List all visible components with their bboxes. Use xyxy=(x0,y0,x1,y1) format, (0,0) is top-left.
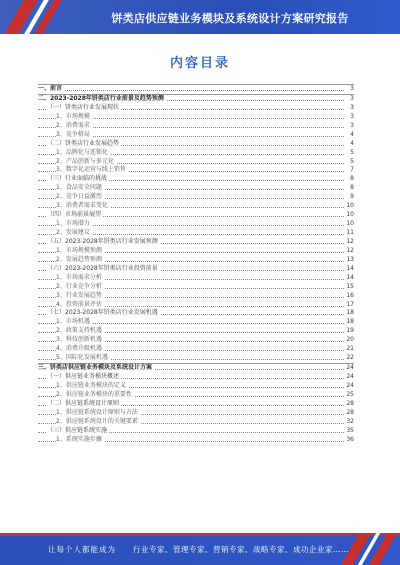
toc-entry[interactable] xyxy=(38,184,354,193)
toc-entry[interactable] xyxy=(38,193,354,202)
toc-entry[interactable] xyxy=(38,382,354,391)
toc-entry-page: 18 xyxy=(346,318,354,326)
toc-entry-page: 24 xyxy=(346,364,354,372)
toc-entry-label: （七）2023-2028年饼类店行业发展机遇 xyxy=(47,309,158,317)
toc-entry-page: 5 xyxy=(350,157,354,165)
toc-entry[interactable] xyxy=(38,318,354,327)
toc-entry[interactable] xyxy=(38,256,354,265)
toc-entry-page: 10 xyxy=(346,202,354,210)
toc-entry-page: 3 xyxy=(350,112,354,120)
toc-entry-label: 2、供应链业务模块的重要性 xyxy=(56,390,132,398)
toc-entry-page: 10 xyxy=(346,211,354,219)
toc-entry-label: 2、竞争日益激烈 xyxy=(56,193,102,201)
toc-entry-label: 1、系统实施步骤 xyxy=(56,435,102,443)
toc-entry-label: 2、政策支持机遇 xyxy=(56,327,102,335)
toc-entry[interactable] xyxy=(38,354,354,363)
toc-entry-label: 3、数字化运营与线上销售 xyxy=(56,166,126,174)
toc-entry-page: 14 xyxy=(346,273,354,281)
toc-entry[interactable] xyxy=(38,131,354,140)
toc-entry-label: 4、投资前景评估 xyxy=(56,300,102,308)
toc-entry-page: 19 xyxy=(346,327,354,335)
toc-entry-page: 22 xyxy=(346,354,354,362)
toc-entry-label: 2、产品创新与多元化 xyxy=(56,157,114,165)
toc-entry-page: 24 xyxy=(346,381,354,389)
toc-entry-page: 17 xyxy=(346,300,354,308)
footer-red-bar xyxy=(0,533,400,536)
toc-entry[interactable] xyxy=(38,122,354,131)
toc-entry[interactable] xyxy=(38,373,354,382)
toc-entry[interactable] xyxy=(38,265,354,274)
toc-entry-page: 7 xyxy=(350,166,354,174)
toc-entry[interactable] xyxy=(38,409,354,418)
toc-entry-label: 二、2023-2028年饼类店行业前景及趋势预测 xyxy=(38,94,164,102)
toc-entry-label: 5、国际化发展机遇 xyxy=(56,354,108,362)
toc-entry[interactable] xyxy=(38,400,354,409)
toc-entry-page: 12 xyxy=(346,246,354,254)
toc-entry-label: 2、行业竞争分析 xyxy=(56,282,102,290)
toc-entry-label: 1、市场需求分析 xyxy=(56,273,102,281)
toc-entry-label: 3、消费者需求变化 xyxy=(56,202,108,210)
toc-entry[interactable] xyxy=(38,211,354,220)
toc-entry[interactable] xyxy=(38,149,354,158)
toc-entry-page: 5 xyxy=(350,148,354,156)
toc-entry-label: 2、发展建议 xyxy=(56,229,90,236)
toc-entry-label: 三、饼类店供应链业务模块及系统设计方案 xyxy=(38,364,153,372)
toc-entry-page: 16 xyxy=(346,291,354,299)
toc-entry-page: 8 xyxy=(350,175,354,183)
toc-entry-page: 8 xyxy=(350,184,354,192)
toc-entry[interactable] xyxy=(38,175,354,184)
toc-entry-page: 20 xyxy=(346,336,354,344)
toc-entry[interactable] xyxy=(38,363,354,373)
toc-entry-page: 28 xyxy=(346,399,354,407)
toc-entry-label: （二）供应链系统设计原则 xyxy=(47,399,120,407)
toc-entry-page: 35 xyxy=(346,426,354,434)
toc-entry[interactable] xyxy=(38,113,354,122)
toc-entry-label: 1、市场规模预测 xyxy=(56,246,102,254)
toc-entry-label: 2、消费需求 xyxy=(56,121,90,129)
toc-entry-label: （三）行业面临的挑战 xyxy=(47,175,108,183)
toc-entry-label: （三）供应链系统实施 xyxy=(47,426,108,434)
footer-band xyxy=(0,533,400,565)
toc-entry-page: 4 xyxy=(350,139,354,147)
table-of-contents xyxy=(38,84,354,445)
toc-entry[interactable] xyxy=(38,247,354,256)
toc-entry-page: 11 xyxy=(346,229,354,236)
toc-entry[interactable] xyxy=(38,436,354,445)
dot-leader xyxy=(38,90,344,91)
toc-entry-page: 12 xyxy=(346,237,354,245)
toc-entry-label: （一）饼类店行业发展现状 xyxy=(47,103,120,111)
toc-entry-page: 3 xyxy=(350,103,354,111)
toc-entry[interactable] xyxy=(38,238,354,247)
toc-entry-page: 3 xyxy=(350,85,354,92)
toc-entry-page: 18 xyxy=(346,309,354,317)
toc-entry-label: 1、品牌化与连锁化 xyxy=(56,148,108,156)
toc-heading: 内容目录 xyxy=(169,56,230,71)
toc-entry-page: 4 xyxy=(350,130,354,138)
toc-entry[interactable] xyxy=(38,336,354,345)
toc-entry-label: 1、食品安全问题 xyxy=(56,184,102,192)
toc-entry-label: 1、市场机遇 xyxy=(56,318,90,326)
toc-entry-label: 2、供应链系统设计的关键要素 xyxy=(56,417,138,425)
toc-entry-label: （六）2023-2028年饼类店行业投资前景 xyxy=(47,264,158,272)
toc-entry-page: 15 xyxy=(346,282,354,290)
toc-entry[interactable] xyxy=(38,220,354,229)
toc-entry-label: 3、竞争格局 xyxy=(56,130,90,138)
toc-entry-page: 25 xyxy=(346,390,354,398)
toc-entry[interactable] xyxy=(38,345,354,354)
header-band xyxy=(0,0,400,34)
toc-entry[interactable] xyxy=(38,94,354,104)
toc-entry[interactable] xyxy=(38,283,354,292)
toc-entry-page: 3 xyxy=(350,121,354,129)
toc-entry-label: 3、科技创新机遇 xyxy=(56,336,102,344)
toc-entry-page: 21 xyxy=(346,345,354,353)
toc-entry-label: 3、行业发展趋势 xyxy=(56,291,102,299)
toc-entry-page: 32 xyxy=(346,417,354,425)
toc-entry[interactable] xyxy=(38,202,354,211)
toc-entry-label: （五）2023-2028年饼类店行业发展预测 xyxy=(47,237,158,245)
toc-entry[interactable] xyxy=(38,418,354,427)
footer-slogan-right: 行业专家、管理专家、营销专家、战略专家、成功企业家…… xyxy=(133,545,349,554)
toc-entry-page: 14 xyxy=(346,264,354,272)
toc-entry-page: 28 xyxy=(346,408,354,416)
toc-entry[interactable] xyxy=(38,292,354,301)
toc-entry[interactable] xyxy=(38,327,354,336)
toc-entry-page: 10 xyxy=(346,220,354,228)
toc-entry[interactable] xyxy=(38,229,354,238)
toc-entry[interactable] xyxy=(38,140,354,149)
toc-entry[interactable] xyxy=(38,391,354,400)
toc-entry-label: 1、市场潜力 xyxy=(56,220,90,228)
toc-entry-label: （二）饼类店行业发展趋势 xyxy=(47,139,120,147)
footer-slogan-left: 让每个人都能成为 xyxy=(48,545,116,554)
toc-entry-label: 2、发展趋势预测 xyxy=(56,255,102,263)
report-title: 饼类店供应链业务模块及系统设计方案研究报告 xyxy=(111,12,349,25)
toc-entry-page: 9 xyxy=(350,193,354,201)
toc-entry-label: 4、消费升级机遇 xyxy=(56,345,102,353)
toc-entry-label: 1、供应链系统设计原则与方法 xyxy=(56,408,138,416)
toc-entry-label: （四）市场前景展望 xyxy=(47,211,102,219)
toc-entry[interactable] xyxy=(38,84,354,94)
toc-entry[interactable] xyxy=(38,274,354,283)
toc-entry-label: 1、供应链业务模块的定义 xyxy=(56,381,126,389)
toc-entry[interactable] xyxy=(38,104,354,113)
toc-entry-label: 一、前言 xyxy=(38,85,63,92)
toc-entry-page: 3 xyxy=(350,94,354,102)
toc-entry-page: 24 xyxy=(346,373,354,380)
toc-entry-page: 13 xyxy=(346,255,354,263)
toc-entry-label: （一）供应链业务模块概述 xyxy=(47,373,120,380)
toc-entry-label: 1、市场规模 xyxy=(56,112,90,120)
toc-entry-page: 36 xyxy=(346,435,354,443)
toc-entry[interactable] xyxy=(38,427,354,436)
